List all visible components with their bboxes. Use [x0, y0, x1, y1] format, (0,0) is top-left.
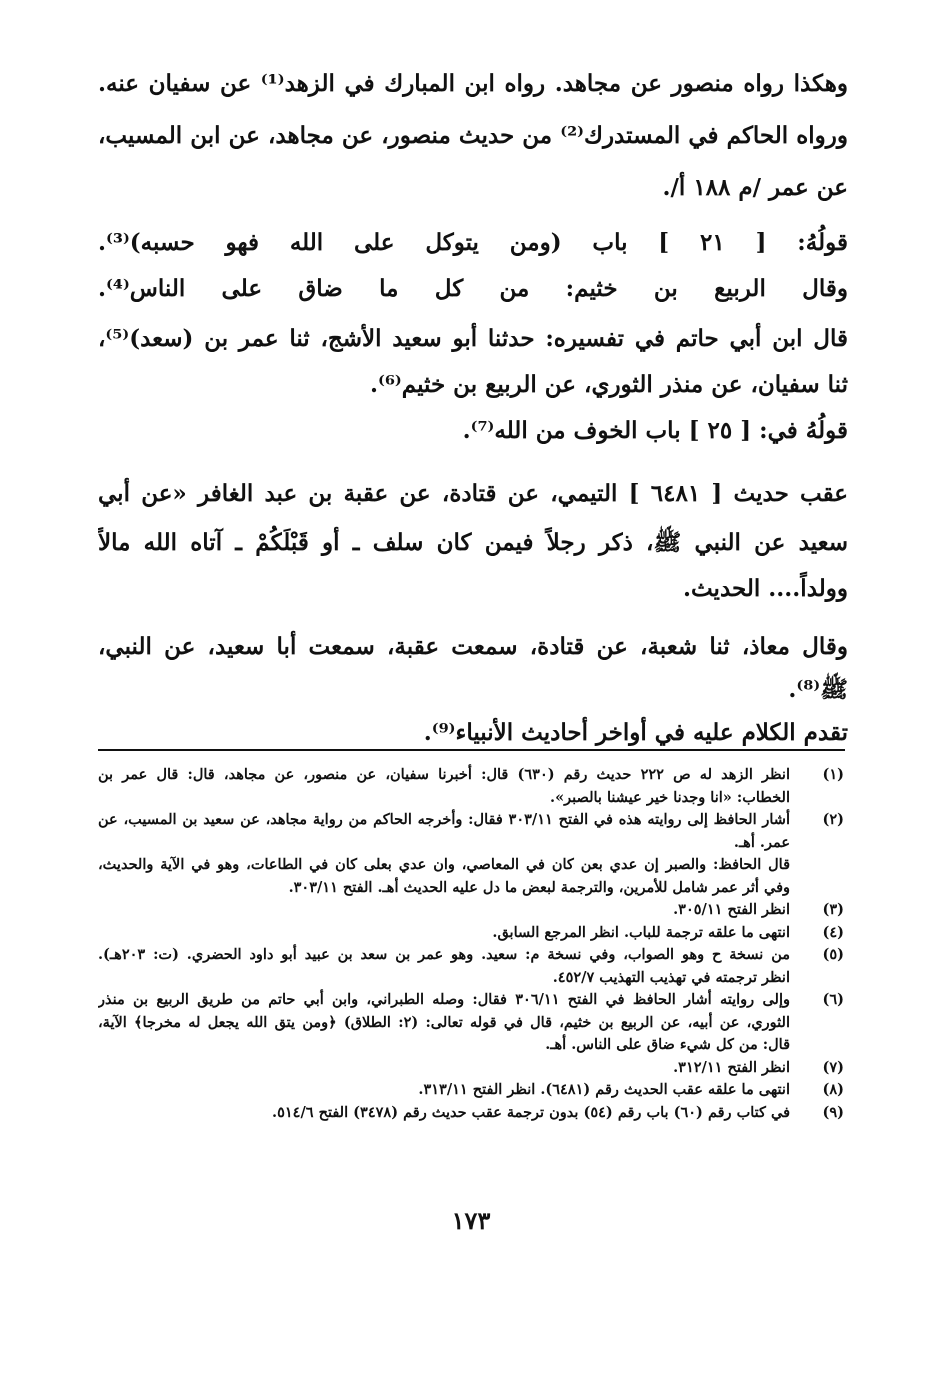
footnote-number: (٣): [822, 901, 844, 918]
main-line-3: عن عمر /م ١٨٨ أ/.: [662, 174, 848, 201]
footnote-number: (٢): [822, 811, 844, 828]
main-line-5: وقال الربيع بن خثيم: من كل ما ضاق على الناس⁽⁴⁾.: [98, 275, 848, 302]
main-line-9: عقب حديث [ ٦٤٨١ ] التيمي، عن قتادة، عن عقبة بن عبد الغافر «عن أبي: [98, 480, 848, 507]
footnote-line: انتهى ما علقه عقب الحديث رقم (٦٤٨١). انظر الفتح ٣١٣/١١.: [418, 1081, 790, 1098]
footnote-line: وفي أثر عمر شامل للأمرين، والترجمة لبعض ما دل عليه الحديث أهـ. الفتح ٣٠٣/١١.: [288, 878, 790, 896]
footnote-3: [98, 899, 848, 922]
footnote-number: (٨): [822, 1081, 844, 1098]
footnote-7: [98, 1057, 848, 1080]
main-line-11: وولداً.... الحديث.: [682, 575, 848, 602]
footnote-line: الخطاب: «انا وجدنا خير عيشنا بالصبر».: [550, 788, 790, 806]
main-line-13: ﷺ⁽⁸⁾.: [788, 676, 848, 703]
footnote-number: (٥): [822, 946, 844, 963]
main-line-14: تقدم الكلام عليه في أواخر أحاديث الأنبياء⁽⁹⁾.: [423, 719, 848, 746]
footnote-line: قال الحافظ: والصبر إن عدي بعن كان في المعاصي، وان عدي بعلى كان في الطاعات، وهو في الآية والحديث،: [98, 856, 790, 873]
footnote-8: [98, 1079, 848, 1102]
footnote-number: (١): [822, 766, 844, 783]
main-line-7: ثنا سفيان، عن منذر الثوري، عن الربيع بن خثيم⁽⁶⁾.: [369, 371, 848, 398]
footnote-line: قال: من كل شيء ضاق على الناس. أهـ.: [545, 1036, 790, 1053]
main-text: [98, 58, 848, 756]
footnote-number: (٧): [822, 1058, 844, 1076]
main-line-8: قولُهُ في: [ ٢٥ ] باب الخوف من الله⁽⁷⁾.: [462, 417, 848, 444]
main-line-10: سعيد عن النبي ﷺ، ذكر رجلاً فيمن كان سلف ـ أو قَبْلَكُمْ ـ آتاه الله مالاً: [98, 529, 848, 556]
footnote-line: انظر ترجمته في تهذيب التهذيب ٤٥٢/٧.: [552, 968, 790, 986]
footnote-1: [98, 764, 848, 809]
footnote-line: أشار الحافظ إلى روايته هذه في الفتح ٣٠٣/١١ فقال: وأخرجه الحاكم من رواية مجاهد، عن سعيد بن المسيب، عن: [98, 811, 790, 828]
main-line-4: قولُهُ: [ ٢١ ] باب (ومن يتوكل على الله فهو حسبه)⁽³⁾.: [98, 229, 848, 256]
footnote-line: الثوري، عن أبيه، عن الربيع بن خثيم، قال في قوله تعالى: (٢: الطلاق) ﴿ومن يتق الله يجعل له مخرجا﴾ الآية،: [98, 1013, 790, 1031]
footnote-6: [98, 989, 848, 1057]
footnote-4: [98, 922, 848, 945]
footnote-number: (٦): [822, 991, 844, 1008]
footnote-9: [98, 1102, 848, 1125]
footnote-line: من نسخة ح وهو الصواب، وفي نسخة م: سعيد. وهو عمر بن سعد بن عبيد أبو داود الحضري. (ت: ٢٠٣هـ).: [98, 946, 790, 963]
main-line-2: ورواه الحاكم في المستدرك⁽²⁾ من حديث منصور، عن مجاهد، عن ابن المسيب،: [98, 122, 848, 149]
footnotes: [98, 764, 848, 1124]
footnote-5: [98, 944, 848, 989]
footnote-separator: [98, 749, 845, 751]
footnote-line: انظر الزهد له ص ٢٢٢ حديث رقم (٦٣٠) قال: أخبرنا سفيان، عن منصور، عن مجاهد، قال: قال عمر بن: [98, 766, 790, 783]
footnote-line: انظر الفتح ٣١٢/١١.: [673, 1058, 790, 1076]
page-number: ١٧٣: [451, 1206, 491, 1235]
footnote-line: انتهى ما علقه ترجمة للباب. انظر المرجع السابق.: [492, 923, 790, 941]
main-line-12: وقال معاذ، ثنا شعبة، عن قتادة، سمعت عقبة، سمعت أبا سعيد، عن النبي،: [98, 633, 848, 660]
main-line-1: وهكذا رواه منصور عن مجاهد. رواه ابن المبارك في الزهد⁽¹⁾ عن سفيان عنه.: [98, 70, 848, 97]
footnote-line: انظر الفتح ٣٠٥/١١.: [673, 901, 790, 918]
footnote-number: (٤): [822, 923, 844, 941]
footnote-line: عمر. أهـ.: [733, 833, 790, 851]
footnote-line: وإلى روايته أشار الحافظ في الفتح ٣٠٦/١١ فقال: وصله الطبراني، وابن أبي حاتم من طريق الربيع بن منذر: [98, 991, 790, 1008]
main-line-6: قال ابن أبي حاتم في تفسيره: حدثنا أبو سعيد الأشج، ثنا عمر بن (سعد)⁽⁵⁾،: [98, 325, 848, 352]
footnote-number: (٩): [822, 1103, 844, 1121]
footnote-2: [98, 809, 848, 899]
footnote-line: في كتاب رقم (٦٠) باب رقم (٥٤) بدون ترجمة عقب حديث رقم (٣٤٧٨) الفتح ٥١٤/٦.: [272, 1103, 790, 1121]
